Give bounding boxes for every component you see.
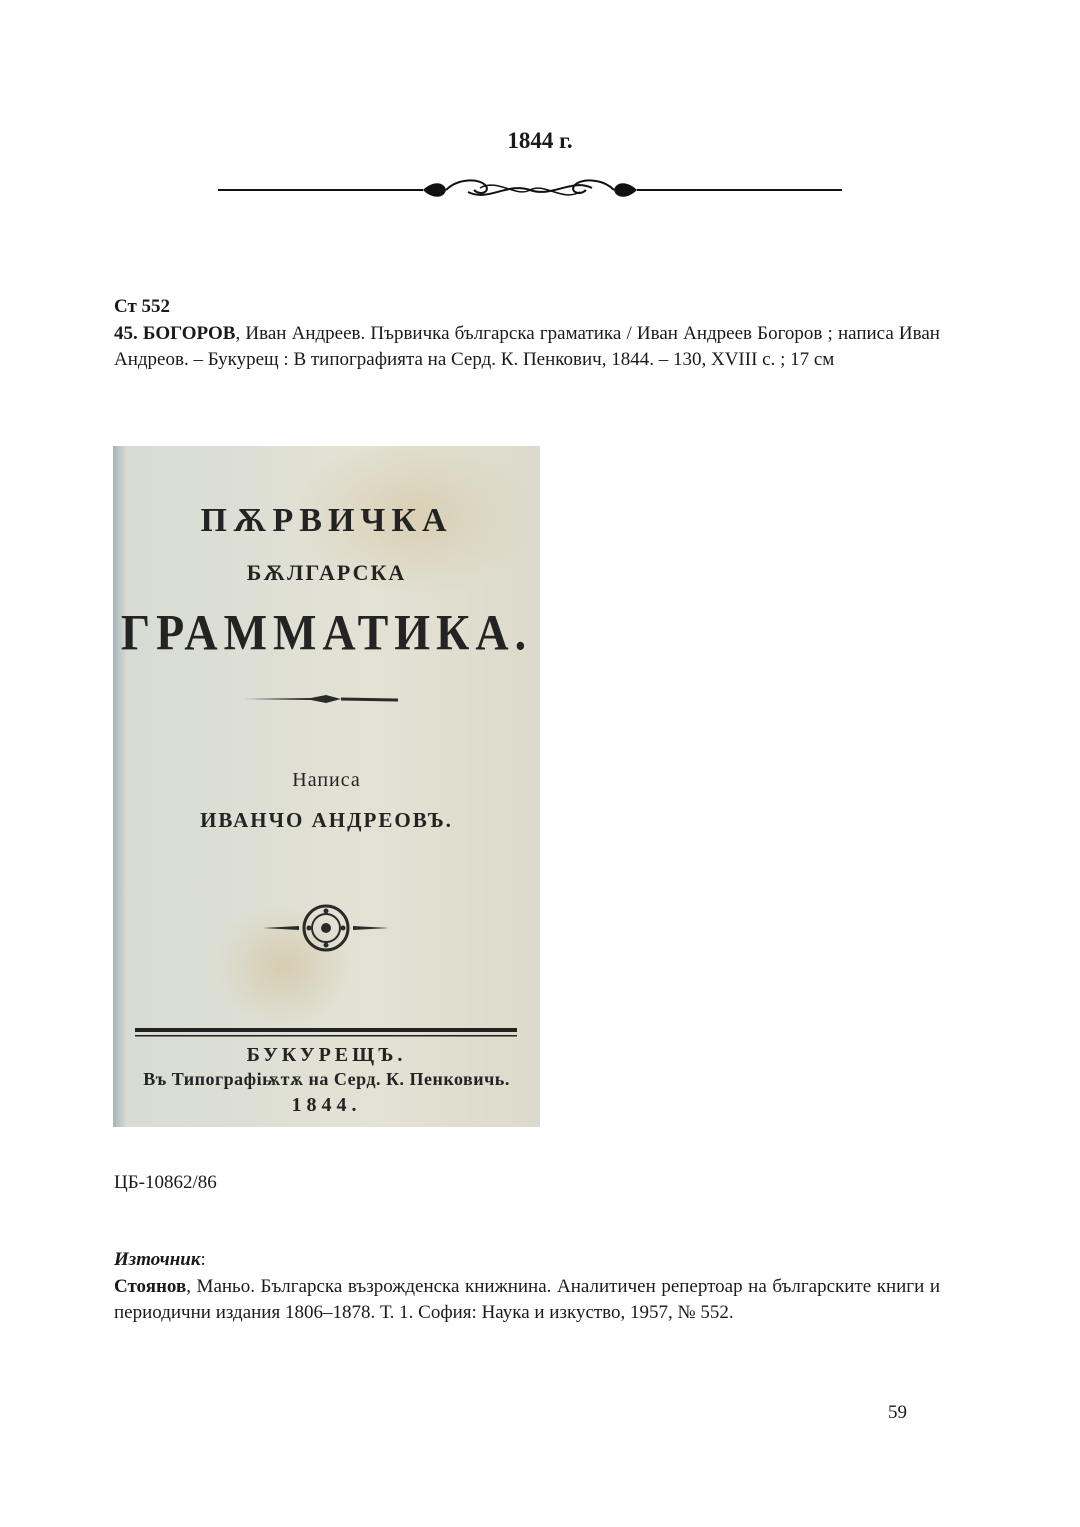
source-description: , Маньо. Българска възрожденска книжнина. Аналитичен репертоар на българските книги и периодични издания 1806–1878. Т. 1. София: Наука и изкуство, 1957, № 552. — [114, 1276, 940, 1323]
photo-city: БУКУРЕЩЪ. — [246, 1044, 407, 1066]
photo-by-line: Написа — [292, 769, 361, 791]
photo-year: 1844. — [291, 1094, 362, 1116]
photo-title-line2: БѪЛГАРСКА — [246, 560, 407, 585]
entry-description: , Иван Андреев. Първичка българска граматика / Иван Андреев Богоров ; написа Иван Андреов. – Букурещ : В типографията на Серд. К. Пенкович, 1844. – 130, XVIII с. ; 17 см — [114, 323, 940, 370]
photo-printer: Въ Типографіѭтѫ на Серд. К. Пенковичь. — [143, 1069, 510, 1089]
entry-author: 45. БОГОРОВ — [114, 323, 236, 344]
photo-author: ИВАНЧО АНДРЕОВЪ. — [200, 808, 453, 832]
source-label: Източник: — [114, 1249, 206, 1270]
ornament-divider-icon — [218, 172, 842, 208]
catalog-code: Ст 552 — [114, 296, 171, 317]
photo-title-line1: ПѪРВИЧКА — [200, 502, 453, 539]
title-page-photo — [113, 446, 540, 1127]
call-number: ЦБ-10862/86 — [114, 1172, 217, 1193]
rosette-ornament-icon — [263, 906, 389, 950]
page-number: 59 — [888, 1402, 907, 1423]
photo-title-line3: ГРАММАТИКА. — [120, 604, 533, 661]
rule-ornament-icon — [243, 695, 398, 703]
page-heading-year: 1844 г. — [507, 128, 573, 153]
double-rule-icon — [135, 1028, 517, 1037]
source-author: Стоянов — [114, 1276, 187, 1297]
source-reference — [114, 1274, 940, 1326]
bibliographic-entry — [114, 321, 940, 373]
